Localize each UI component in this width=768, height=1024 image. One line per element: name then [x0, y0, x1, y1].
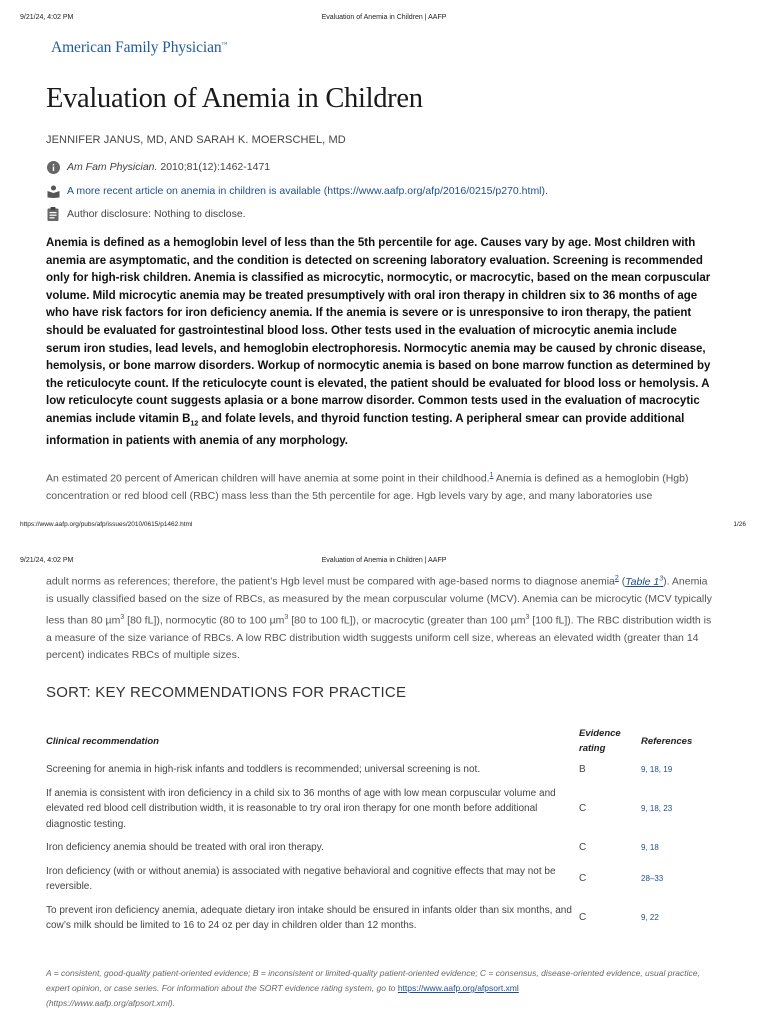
recommendation-cell: To prevent iron deficiency anemia, adequate dietary iron intake should be ensured in infants older than six months, and cow’s milk should be limited to 16 to 24 oz per day in children older than 12 months.: [46, 904, 572, 931]
evidence-rating-cell: C: [579, 873, 587, 885]
recommendation-cell: Screening for anemia in high-risk infants and toddlers is recommended; universal screening is not.: [46, 764, 481, 775]
evidence-rating-cell: C: [579, 842, 587, 853]
table-row: [46, 758, 716, 782]
references-cell[interactable]: 9, 22: [641, 913, 659, 923]
sort-footnote: A = consistent, good-quality patient-oriented evidence; B = inconsistent or limited-quality patient-oriented evidence; C = consensus, disease-oriented evidence, usual practice, expert opinion, or case series. For information about the SORT evidence rating system, go to https://www.aafp.org/afpsort.xml (https://www.aafp.org/afpsort.xml).: [46, 968, 700, 1008]
print-header: [0, 14, 768, 26]
reference-link[interactable]: 2: [614, 575, 619, 582]
intro-paragraph-start: An estimated 20 percent of American children will have anemia at some point in their childhood.$^1$ Anemia is defined as a hemoglobin (Hgb) concentration or red blood cell (RBC) mass less than the 5th percentile for age. Hgb levels vary by age, and many laboratories use: [46, 472, 689, 503]
article-title: Evaluation of Anemia in Children: [46, 83, 423, 114]
print-title: Evaluation of Anemia in Children | AAFP: [321, 14, 447, 21]
info-icon: [46, 160, 60, 174]
evidence-rating-cell: C: [579, 803, 587, 814]
recommendation-cell: Iron deficiency (with or without anemia) is associated with negative behavioral and cognitive effects that may not be reversible.: [46, 865, 556, 892]
table-row: [46, 899, 716, 938]
recent-article-link[interactable]: A more recent article on anemia in children is available (https://www.aafp.org/afp/2016/0215/p270.html).: [67, 185, 548, 197]
abstract: Anemia is defined as a hemoglobin level of less than the 5th percentile for age. Causes vary by age. Most children with anemia are asymptomatic, and the condition is detected on screening laboratory evaluation. Screening is recommended only for high-risk children. Anemia is classified as microcytic, normocytic, or macrocytic, based on the mean corpuscular volume. Mild microcytic anemia may be treated presumptively with oral iron therapy in children six to 36 months of age who have risk factors for iron deficiency anemia. If the anemia is severe or is unresponsive to iron therapy, the patient should be evaluated for gastrointestinal blood loss. Other tests used in the evaluation of microcytic anemia include serum iron studies, lead levels, and hemoglobin electrophoresis. Normocytic anemia may be caused by chronic disease, hemolysis, or bone marrow disorders. Workup of normocytic anemia is based on bone marrow function as determined by the reticulocyte count. If the reticulocyte count is elevated, the patient should be evaluated for blood loss or hemolysis. A low reticulocyte count suggests aplasia or a bone marrow disorder. Common tests used in the evaluation of macrocytic anemias include vitamin $B_{12}$ and folate levels, and thyroid function testing. A peripheral smear can provide additional information in patients with anemia of any morphology.: [46, 237, 711, 447]
table-header-row: [46, 724, 716, 758]
recommendation-cell: If anemia is consistent with iron deficiency in a child six to 36 months of age with low mean corpuscular volume and elevated red blood cell distribution width, it is reasonable to try oral iron therapy for one month before additional diagnostic testing.: [46, 787, 556, 830]
column-header: Clinical recommendation: [46, 735, 159, 747]
column-header: Evidence rating: [579, 728, 621, 754]
table-row: [46, 836, 716, 860]
print-title: Evaluation of Anemia in Children | AAFP: [321, 557, 447, 564]
references-cell[interactable]: 9, 18, 23: [641, 804, 673, 813]
sort-section-title: SORT: KEY RECOMMENDATIONS FOR PRACTICE: [46, 684, 407, 701]
column-header: References: [641, 735, 693, 747]
print-url: https://www.aafp.org/pubs/afp/issues/2010/0615/p1462.html: [20, 521, 193, 528]
citation-journal: Am Fam Physician.: [67, 161, 158, 173]
print-datetime: 9/21/24, 4:02 PM: [20, 14, 74, 21]
disclosure-line: [46, 207, 246, 221]
author-disclosure: Author disclosure: Nothing to disclose.: [67, 208, 246, 220]
clipboard-icon: [46, 207, 60, 221]
references-cell[interactable]: 9, 18, 19: [641, 765, 673, 774]
print-datetime: 9/21/24, 4:02 PM: [20, 557, 74, 564]
citation-line: [46, 160, 270, 174]
sort-info-url: (https://www.aafp.org/afpsort.xml).: [46, 998, 175, 1008]
intro-paragraph-continued: adult norms as references; therefore, the patient’s Hgb level must be compared with age-based norms to diagnose anemia$^2$ (Table 1$^3$). Anemia is usually classified based on the size of RBCs, as measured by the mean corpuscular volume (MCV). Anemia can be microcytic (MCV typically less than 80 µm$^3$ [80 fL]), normocytic (80 to 100 µm$^3$ [80 to 100 fL]), or macrocytic (greater than 100 µm$^3$ [100 fL]). The RBC distribution width is a measure of the size variance of RBCs. A low RBC distribution width suggests uniform cell size, whereas an elevated width (greater than 14 percent) indicates RBCs of multiple sizes.: [46, 575, 712, 662]
references-cell[interactable]: 9, 18: [641, 843, 659, 852]
print-header-page2: [0, 557, 768, 569]
references-cell[interactable]: 28–33: [641, 874, 664, 884]
table-row: [46, 782, 716, 837]
print-page-number: 1/26: [733, 521, 746, 528]
evidence-rating-cell: B: [579, 764, 586, 775]
journal-logo[interactable]: American Family Physician™: [51, 39, 228, 56]
recent-article-line: [46, 184, 548, 198]
sort-info-link[interactable]: https://www.aafp.org/afpsort.xml: [397, 983, 519, 993]
evidence-rating-cell: C: [579, 912, 587, 924]
article-authors: JENNIFER JANUS, MD, AND SARAH K. MOERSCHEL, MD: [46, 134, 346, 146]
reader-icon: [46, 184, 60, 198]
recommendation-cell: Iron deficiency anemia should be treated with oral iron therapy.: [46, 842, 324, 853]
table-row: [46, 860, 716, 899]
sort-table: [46, 724, 716, 938]
citation-details: 2010;81(12):1462-1471: [157, 161, 271, 173]
reference-link[interactable]: 1: [489, 472, 494, 479]
table-1-link[interactable]: Table 1$^3$: [625, 575, 664, 588]
